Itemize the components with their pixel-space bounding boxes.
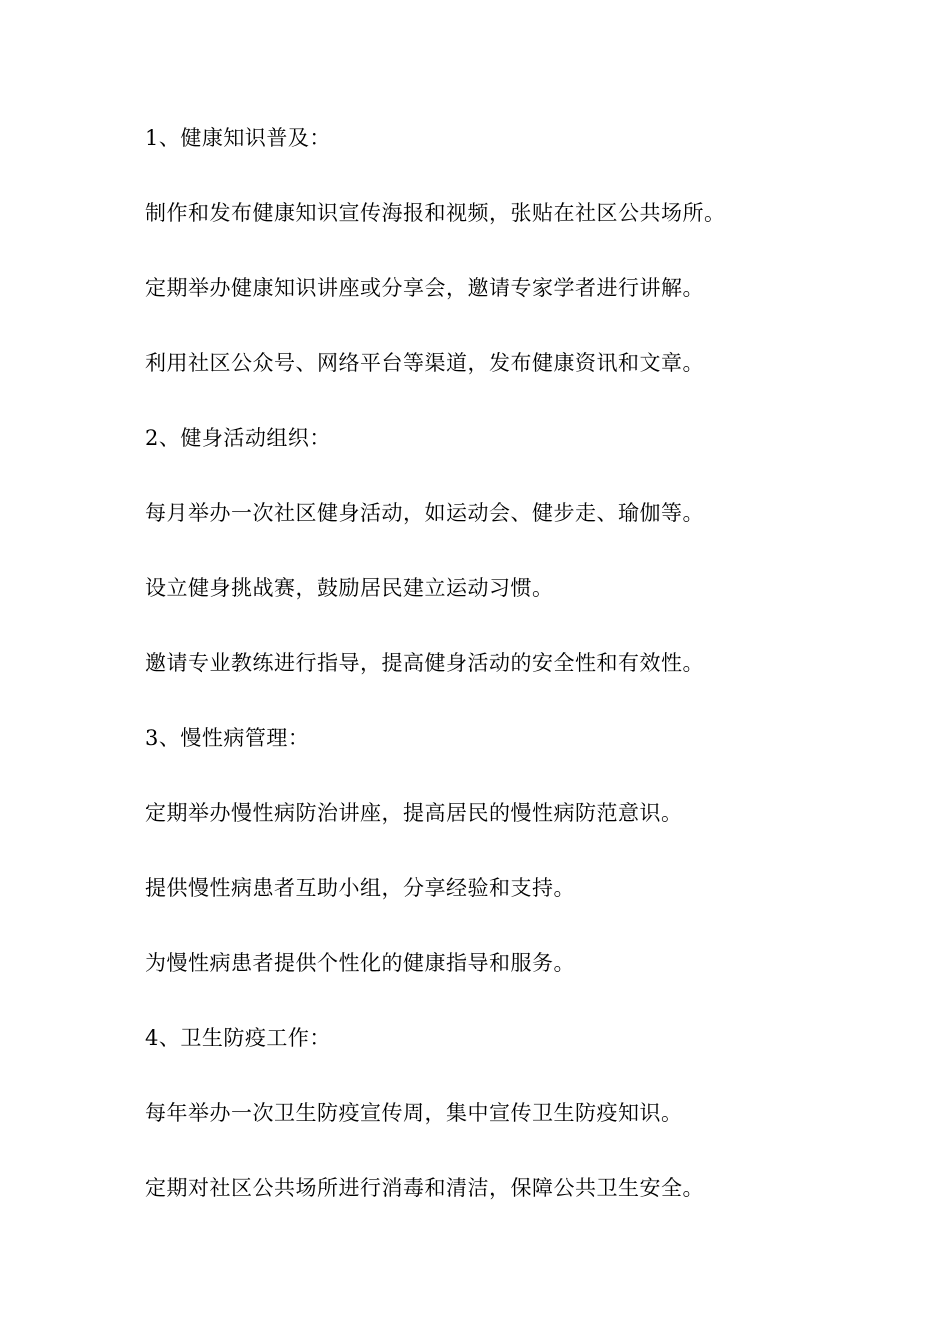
paragraph-line: 为慢性病患者提供个性化的健康指导和服务。: [145, 951, 575, 975]
paragraph-line: 设立健身挑战赛，鼓励居民建立运动习惯。: [145, 576, 554, 600]
document-body: [145, 120, 905, 1245]
section-heading-epidemic-prevention: 4、卫生防疫工作：: [145, 1026, 331, 1050]
paragraph-line: 定期对社区公共场所进行消毒和清洁，保障公共卫生安全。: [145, 1176, 704, 1200]
paragraph-line: 定期举办慢性病防治讲座，提高居民的慢性病防范意识。: [145, 801, 683, 825]
paragraph-line: 每年举办一次卫生防疫宣传周，集中宣传卫生防疫知识。: [145, 1101, 683, 1125]
paragraph-line: 邀请专业教练进行指导，提高健身活动的安全性和有效性。: [145, 651, 704, 675]
section-heading-chronic-disease: 3、慢性病管理：: [145, 726, 310, 750]
paragraph-line: 利用社区公众号、网络平台等渠道，发布健康资讯和文章。: [145, 351, 704, 375]
section-heading-health-knowledge: 1、健康知识普及：: [145, 126, 331, 150]
paragraph-line: 制作和发布健康知识宣传海报和视频，张贴在社区公共场所。: [145, 201, 726, 225]
paragraph-line: 定期举办健康知识讲座或分享会，邀请专家学者进行讲解。: [145, 276, 704, 300]
section-heading-fitness-activities: 2、健身活动组织：: [145, 426, 331, 450]
paragraph-line: 每月举办一次社区健身活动，如运动会、健步走、瑜伽等。: [145, 501, 704, 525]
paragraph-line: 提供慢性病患者互助小组，分享经验和支持。: [145, 876, 575, 900]
